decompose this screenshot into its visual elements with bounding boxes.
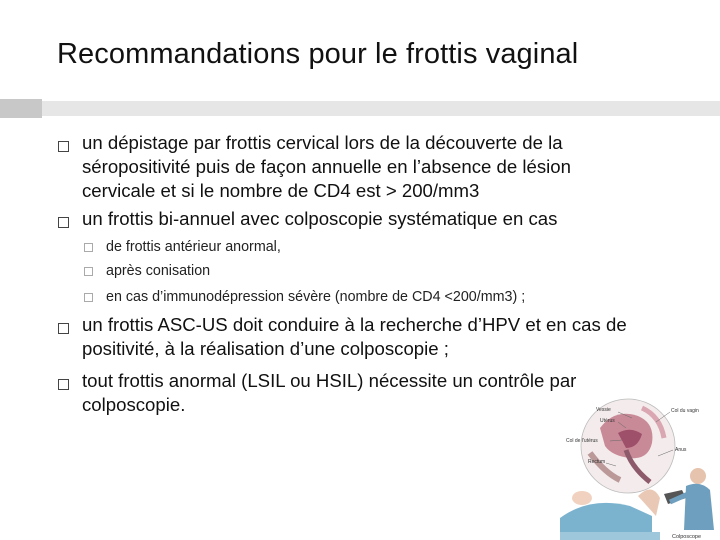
bullet-square-icon	[58, 323, 69, 334]
doctor-body	[684, 484, 714, 530]
sub-bullet-square-icon	[84, 293, 93, 302]
bullet-square-icon	[58, 217, 69, 228]
bullet-line: positivité, à la réalisation d’une colposcopie ;	[82, 338, 449, 359]
label-vessie: Vessie	[596, 407, 611, 413]
bullet-item-bi-annuel	[82, 207, 557, 231]
label-anus: Anus	[675, 447, 687, 453]
bullet-item-depistage	[82, 131, 571, 203]
bullet-square-icon	[58, 141, 69, 152]
bullet-line: cervicale et si le nombre de CD4 est > 200/mm3	[82, 180, 480, 201]
label-colposcope: Colposcope	[672, 534, 702, 540]
slide-title: Recommandations pour le frottis vaginal	[57, 38, 579, 70]
label-col-du-vagin: Col du vagin	[671, 408, 699, 414]
title-rule	[42, 101, 720, 116]
sub-bullet-item: de frottis antérieur anormal,	[106, 239, 281, 255]
sub-bullet-square-icon	[84, 243, 93, 252]
bullet-line: un dépistage par frottis cervical lors de la découverte de la	[82, 132, 563, 153]
bullet-line: un frottis bi-annuel avec colposcopie systématique en cas	[82, 208, 558, 229]
bullet-item-frottis-anormal	[82, 369, 576, 417]
label-col-uterus: Col de l'utérus	[566, 438, 598, 444]
title-rule-accent	[0, 99, 42, 118]
sub-bullet-item: après conisation	[106, 263, 211, 279]
bullet-line: un frottis ASC-US doit conduire à la recherche d’HPV et en cas de	[82, 314, 627, 335]
doctor-head	[690, 468, 706, 484]
exam-table	[560, 532, 660, 540]
patient-head	[572, 491, 592, 505]
bullet-line: tout frottis anormal (LSIL ou HSIL) nécessite un contrôle par	[82, 370, 577, 391]
sub-bullet-square-icon	[84, 267, 93, 276]
label-uterus: Utérus	[600, 418, 615, 424]
label-rectum: Rectum	[588, 459, 606, 465]
bullet-line: colposcopie.	[82, 394, 186, 415]
colposcopy-illustration	[560, 398, 720, 540]
bullet-square-icon	[58, 379, 69, 390]
bullet-line: séropositivité puis de façon annuelle en l’absence de lésion	[82, 156, 571, 177]
sub-bullet-item: en cas d’immunodépression sévère (nombre de CD4 <200/mm3) ;	[106, 289, 526, 305]
bullet-item-asc-us	[82, 313, 627, 361]
